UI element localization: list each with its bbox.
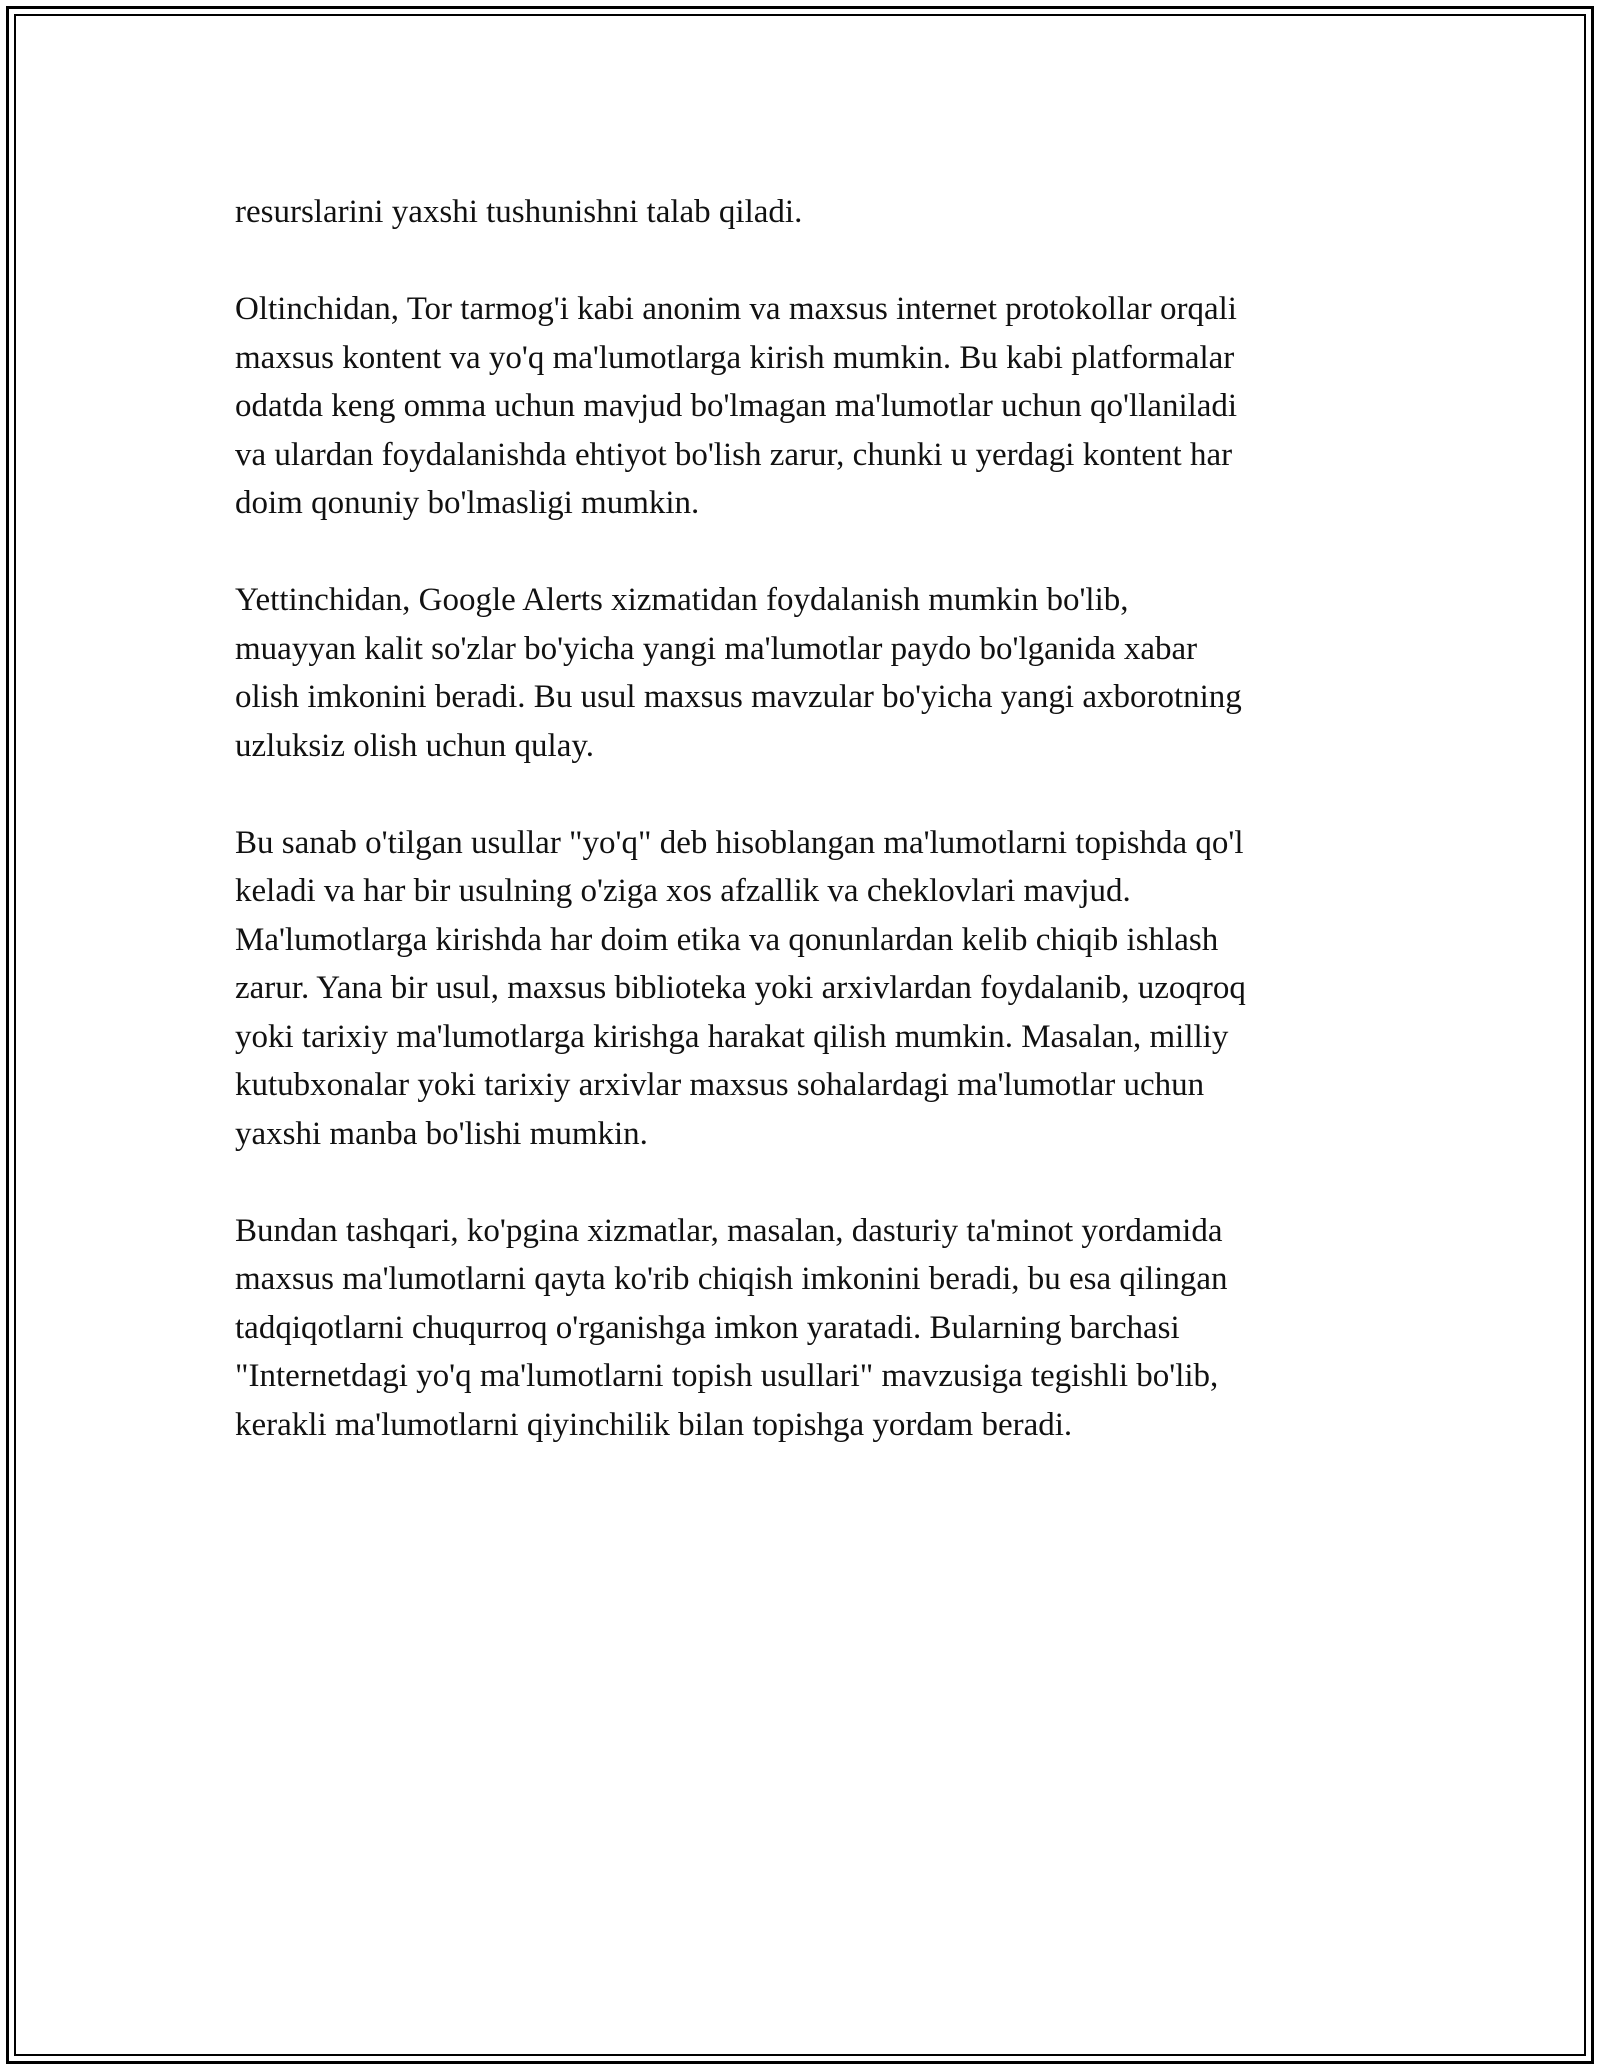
paragraph-2: Oltinchidan, Tor tarmog'i kabi anonim va maxsus internet protokollar orqali maxsus kontent va yo'q ma'lumotlarga kirish mumkin. Bu kabi platformalar odatda keng omma uchun mavjud bo'lmagan ma'lumotlar uchun qo'llaniladi va ulardan foydalanishda ehtiyot bo'lish zarur, chunki u yerdagi kontent har doim qonuniy bo'lmasligi mumkin. — [235, 291, 1238, 521]
paragraph-5: Bundan tashqari, ko'pgina xizmatlar, masalan, dasturiy ta'minot yordamida maxsus ma'lumotlarni qayta ko'rib chiqish imkonini beradi, bu esa qilingan tadqiqotlarni chuqurroq o'rganishga imkon yaratadi. Bularning barchasi "Internetdagi yo'q ma'lumotlarni topish usullari" mavzusiga tegishli bo'lib, kerakli ma'lumotlarni qiyinchilik bilan topishga yordam beradi. — [235, 1212, 1228, 1443]
paragraph-4: Bu sanab o'tilgan usullar "yo'q" deb hisoblangan ma'lumotlarni topishda qo'l keladi va har bir usulning o'ziga xos afzallik va cheklovlari mavjud. Ma'lumotlarga kirishda har doim etika va qonunlardan kelib chiqib ishlash zarur. Yana bir usul, maxsus biblioteka yoki arxivlardan foydalanib, uzoqroq yoki tarixiy ma'lumotlarga kirishga harakat qilish mumkin. Masalan, milliy kutubxonalar yoki tarixiy arxivlar maxsus sohalardagi ma'lumotlar uchun yaxshi manba bo'lishi mumkin. — [235, 824, 1246, 1152]
paragraph-3: Yettinchidan, Google Alerts xizmatidan foydalanish mumkin bo'lib, muayyan kalit so'zlar bo'yicha yangi ma'lumotlar paydo bo'lganida xabar olish imkonini beradi. Bu usul maxsus mavzular bo'yicha yangi axborotning uzluksiz olish uchun qulay. — [235, 582, 1242, 764]
document-body — [235, 188, 1385, 1498]
paragraph-1: resurslarini yaxshi tushunishni talab qiladi. — [235, 194, 803, 230]
